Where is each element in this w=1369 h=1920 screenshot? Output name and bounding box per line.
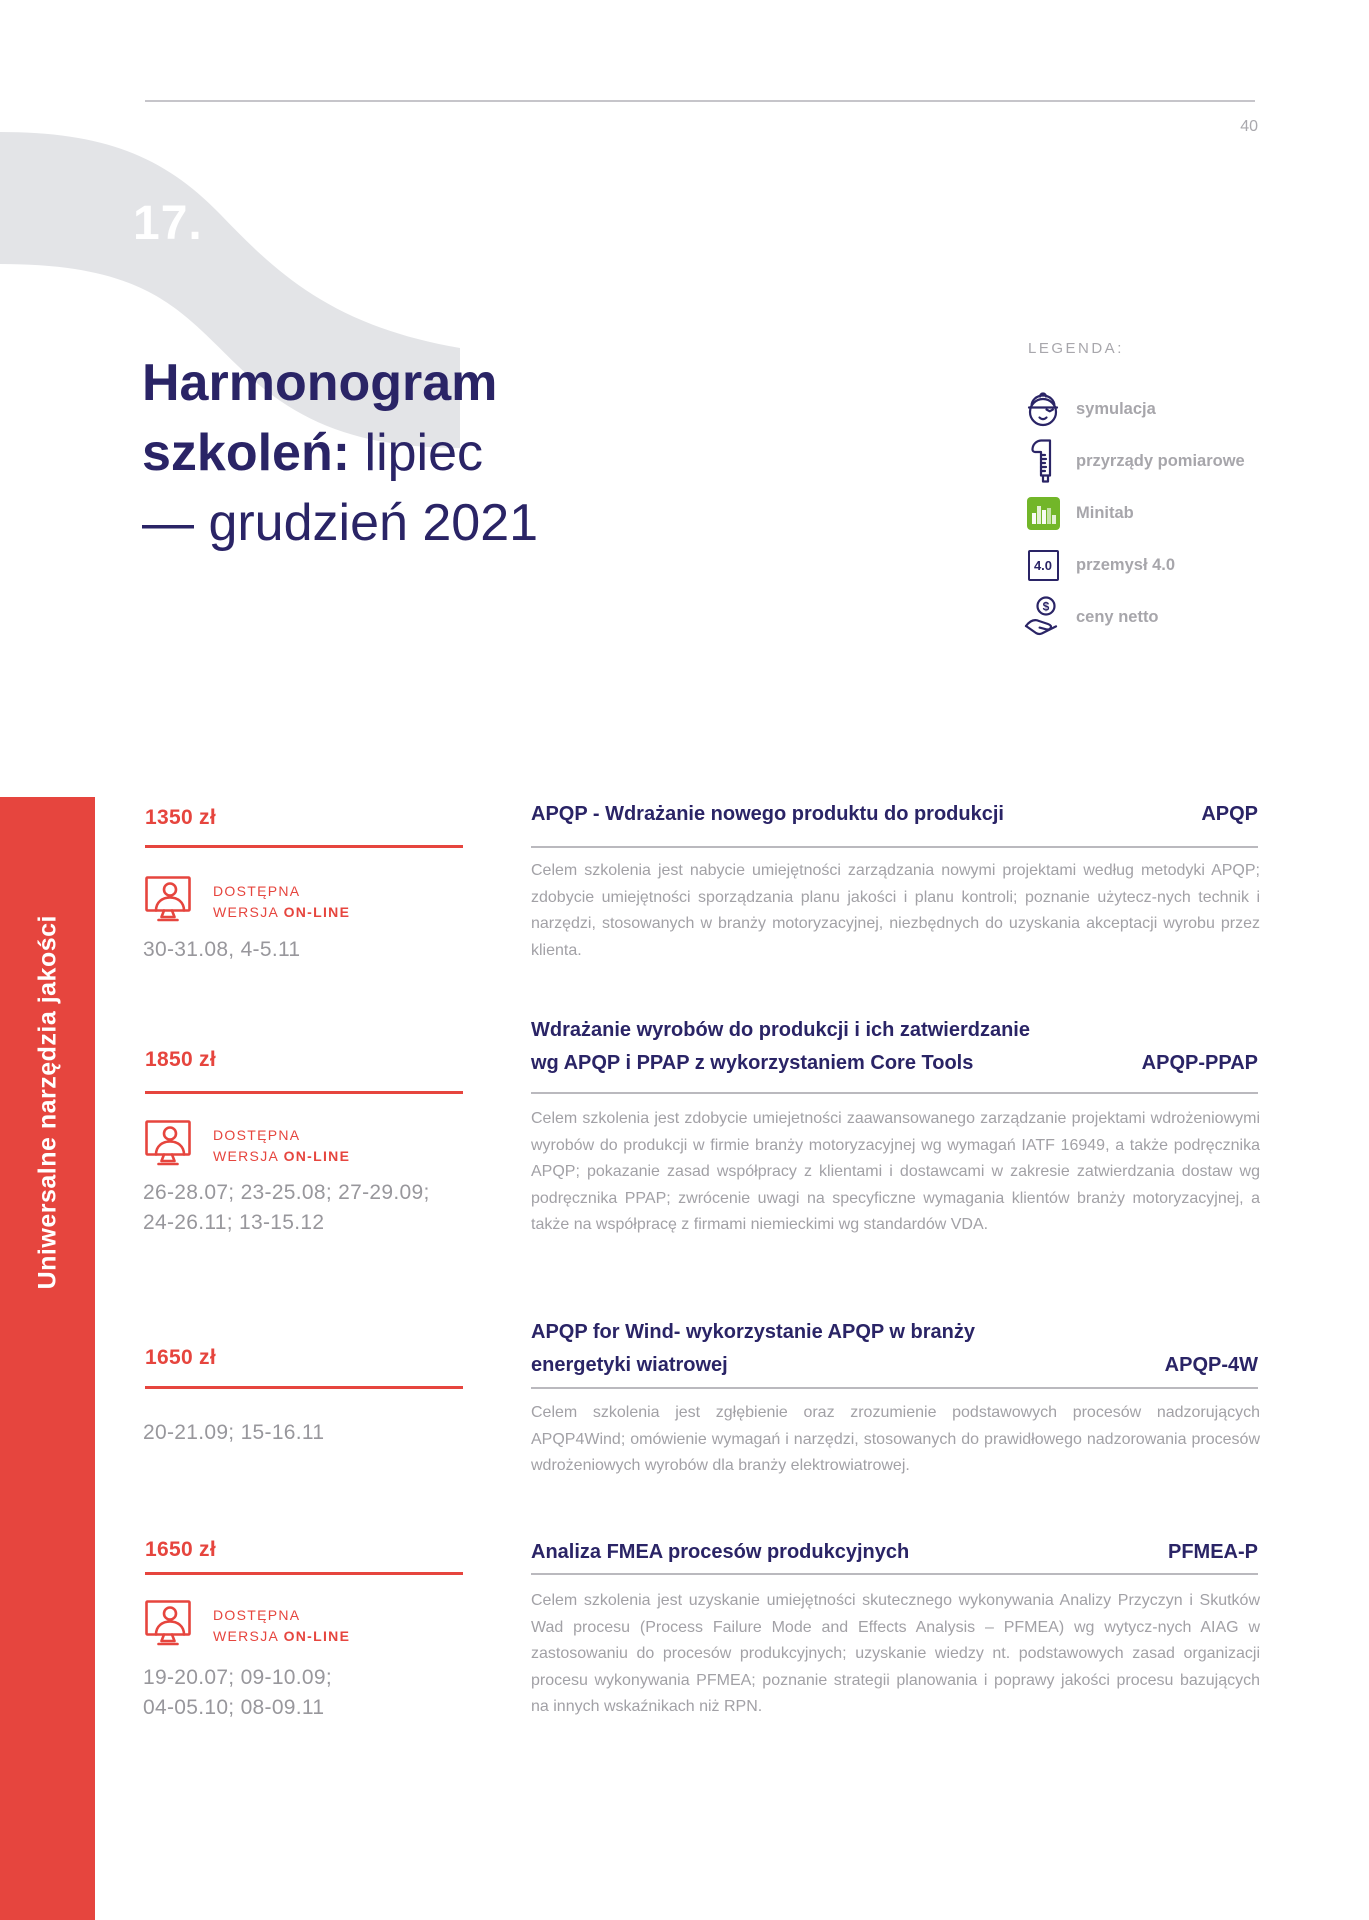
page-title-line2-rest: lipiec <box>350 424 484 482</box>
online-version-badge <box>145 1600 350 1654</box>
net-price-icon <box>1022 595 1064 639</box>
legend-item-measuring-tools <box>1022 435 1322 487</box>
course-dates: 26-28.07; 23-25.08; 27-29.09; 24-26.11; 13-15.12 <box>143 1181 430 1234</box>
helmet-icon <box>1022 386 1064 432</box>
course-dates: 20-21.09; 15-16.11 <box>143 1421 325 1444</box>
legend-item-simulation <box>1022 383 1322 435</box>
online-monitor-icon <box>145 1120 191 1174</box>
online-version-badge <box>145 1120 350 1174</box>
online-version-badge <box>145 876 350 930</box>
legend-label: symulacja <box>1076 399 1156 418</box>
course-title: APQP for Wind- wykorzystanie APQP w branży energetyki wiatrowej <box>531 1321 975 1376</box>
online-badge-text: DOSTĘPNA WERSJA ON-LINE <box>213 1127 351 1164</box>
course-price: 1650 zł <box>145 1538 216 1561</box>
minitab-icon <box>1022 497 1064 530</box>
course-description: Celem szkolenia jest zdobycie umiejetności zaawansowanego zarządzanie projektami wdrożeniowymi wyrobów do produkcji w firmie branży motoryzacyjnej wg wymagań IATF 16949, a także podręcznika APQP; pokazanie zasad współpracy z klientami i dostawcami w zakresie zatwierdzania dostaw wg podręcznika PPAP; zwrócenie uwagi na specyficzne wymagania klientów branży motoryzacyjnej, a także na współpracę z firmami niemieckimi wg standardów VDA. <box>531 1110 1260 1233</box>
legend-heading: LEGENDA: <box>1028 340 1124 357</box>
online-monitor-icon <box>145 876 191 930</box>
course-header <box>531 1014 1258 1080</box>
page-title-line2-bold: szkoleń: <box>142 424 351 482</box>
legend-item-minitab <box>1022 487 1322 539</box>
caliper-icon <box>1022 438 1064 484</box>
course-title: APQP - Wdrażanie nowego produktu do produkcji <box>531 803 1004 825</box>
price-divider <box>145 1572 463 1575</box>
legend-item-industry-4-0 <box>1022 539 1322 591</box>
course-row-pfmea-p <box>0 1530 1369 1790</box>
course-description: Celem szkolenia jest zgłębienie oraz zrozumienie podstawowych procesów nadzorujących APQP4Wind; omówienie wymagań i narzędzi, stosowanych do prawidłowego nadzorowania procesów wdrożeniowych wyrobów dla branży elektrowiatrowej. <box>531 1404 1260 1474</box>
title-divider <box>531 1092 1258 1094</box>
svg-text:$: $ <box>1042 599 1050 614</box>
page-title-line1: Harmonogram <box>142 354 498 412</box>
legend-item-net-prices <box>1022 591 1322 643</box>
course-header <box>531 1536 1258 1569</box>
legend <box>1022 340 1322 643</box>
category-sidebar-label: Uniwersalne narzędzia jakości <box>33 915 61 1290</box>
legend-label: przemysł 4.0 <box>1076 555 1176 574</box>
course-price: 1350 zł <box>145 806 216 829</box>
course-row-apqp-ppap <box>0 1014 1369 1264</box>
legend-label: Minitab <box>1076 503 1134 522</box>
page-title-line3: — grudzień 2021 <box>142 494 539 552</box>
price-divider <box>145 845 463 848</box>
price-divider <box>145 1386 463 1389</box>
online-badge-text: DOSTĘPNA WERSJA ON-LINE <box>213 883 351 920</box>
industry-4-0-icon: 4.0 <box>1022 550 1064 581</box>
legend-label: przyrządy pomiarowe <box>1076 451 1245 470</box>
online-badge-text: DOSTĘPNA WERSJA ON-LINE <box>213 1607 351 1644</box>
title-divider <box>531 1387 1258 1389</box>
course-price: 1850 zł <box>145 1048 216 1071</box>
course-row-apqp <box>0 790 1369 1014</box>
page-number: 40 <box>1240 118 1258 135</box>
legend-label: ceny netto <box>1076 607 1159 626</box>
course-title: Analiza FMEA procesów produkcyjnych <box>531 1541 910 1563</box>
course-description: Celem szkolenia jest uzyskanie umiejętności skutecznego wykonywania Analizy Przyczyn i Skutków Wad procesu (Process Failure Mode and Effects Analysis – PFMEA) wg wytycz-nych AIAG w zastosowaniu do procesów produkcyjnych; uzyskanie wiedzy nt. podstawowych zasad organizacji procesu wykonywania PFMEA; poznanie strategii planowania i poprawy jakości procesu bazujących na innych wskaźnikach niż RPN. <box>531 1592 1260 1715</box>
header-divider <box>145 100 1255 102</box>
course-dates: 19-20.07; 09-10.09; 04-05.10; 08-09.11 <box>143 1666 333 1719</box>
title-divider <box>531 846 1258 848</box>
course-header <box>531 798 1258 831</box>
price-divider <box>145 1091 463 1094</box>
course-code: PFMEA-P <box>1168 1541 1258 1563</box>
title-divider <box>531 1573 1258 1575</box>
page-title <box>142 348 538 558</box>
course-header <box>531 1316 1258 1382</box>
course-row-apqp-4w <box>0 1314 1369 1494</box>
course-price: 1650 zł <box>145 1346 216 1369</box>
course-title: Wdrażanie wyrobów do produkcji i ich zatwierdzanie wg APQP i PPAP z wykorzystaniem Core Tools <box>531 1019 1030 1074</box>
course-description: Celem szkolenia jest nabycie umiejętności zarządzania nowymi projektami według metodyki APQP; zdobycie umiejętności sporządzania planu jakości i planu kontroli; poznanie użytecz-nych technik i narzędzi, stosowanych w branży motoryzacyjnej, niezbędnych do uzyskania akceptacji wyrobu przez klienta. <box>531 862 1260 959</box>
course-dates: 30-31.08, 4-5.11 <box>143 938 301 961</box>
section-number: 17. <box>133 197 203 250</box>
course-code: APQP-4W <box>1164 1354 1258 1376</box>
course-code: APQP-PPAP <box>1141 1052 1258 1074</box>
course-code: APQP <box>1201 803 1258 825</box>
online-monitor-icon <box>145 1600 191 1654</box>
